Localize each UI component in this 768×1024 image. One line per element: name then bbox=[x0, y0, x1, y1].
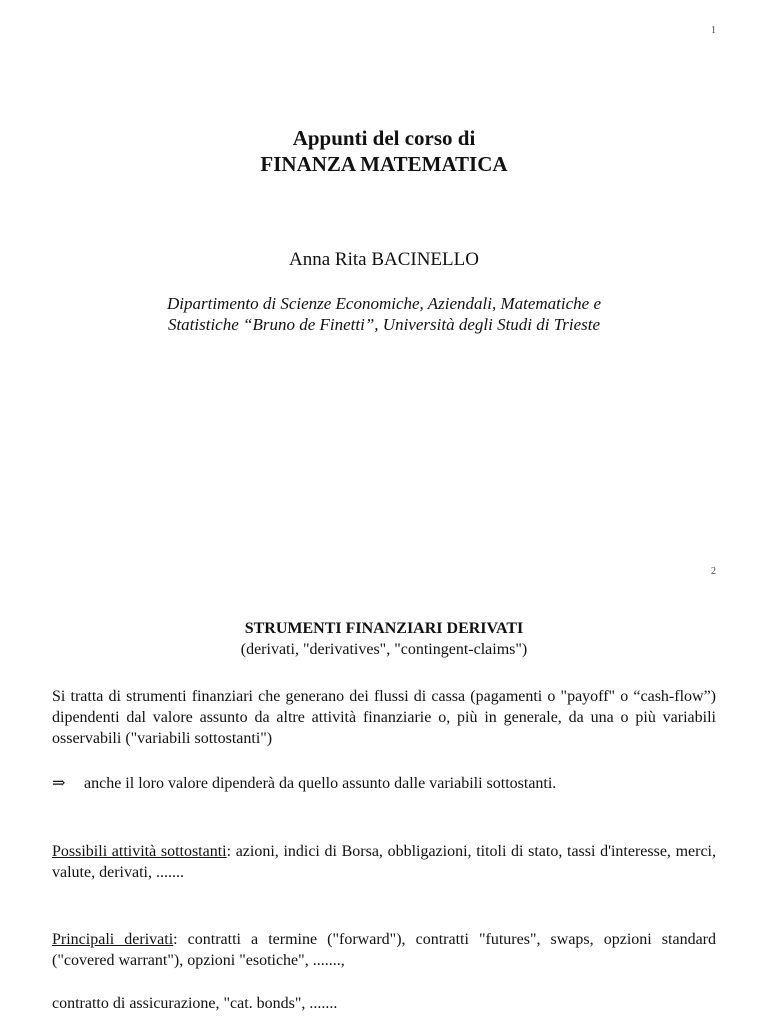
main-derivatives-label: Principali derivati bbox=[52, 931, 174, 948]
underlying-assets-text: : azioni, indici di Borsa, obbligazioni, titoli di stato, tassi d'interesse, merci, valute, derivati, ....... bbox=[52, 843, 716, 881]
implies-symbol: ⇒ bbox=[52, 775, 66, 792]
affiliation-line-1: Dipartimento di Scienze Economiche, Aziendali, Matematiche e bbox=[166, 294, 602, 313]
implication-text: anche il loro valore dipenderà da quello assunto dalle variabili sottostanti. bbox=[84, 775, 557, 792]
page-number: 2 bbox=[711, 566, 716, 577]
insurance-line: contratto di assicurazione, "cat. bonds", ....... bbox=[52, 995, 338, 1012]
implication-line bbox=[52, 773, 716, 794]
main-derivatives-paragraph bbox=[52, 929, 716, 971]
title-line-1: Appunti del corso di bbox=[292, 126, 476, 150]
title-line-2: FINANZA MATEMATICA bbox=[260, 152, 508, 176]
page-number: 1 bbox=[711, 25, 716, 36]
document-title bbox=[0, 125, 768, 177]
affiliation-line-2: Statistiche “Bruno de Finetti”, Università degli Studi di Trieste bbox=[167, 315, 601, 334]
author-name: Anna Rita BACINELLO bbox=[289, 249, 479, 270]
main-derivatives-text: : contratti a termine ("forward"), contratti "futures", swaps, opzioni standard ("covered warrant"), opzioni "esotiche", ......., bbox=[52, 931, 716, 969]
definition-paragraph: Si tratta di strumenti finanziari che generano dei flussi di cassa (pagamenti o "payoff" o “cash-flow”) dipendenti dal valore assunto da altre attività finanziarie o, più in generale, da una o più variabili osservabili ("variabili sottostanti") bbox=[52, 688, 716, 747]
section-subheading: (derivati, "derivatives", "contingent-claims") bbox=[240, 641, 528, 658]
underlying-assets-paragraph bbox=[52, 841, 716, 883]
section-heading: STRUMENTI FINANZIARI DERIVATI bbox=[244, 620, 524, 637]
underlying-assets-label: Possibili attività sottostanti bbox=[52, 843, 227, 860]
author-affiliation bbox=[0, 293, 768, 335]
